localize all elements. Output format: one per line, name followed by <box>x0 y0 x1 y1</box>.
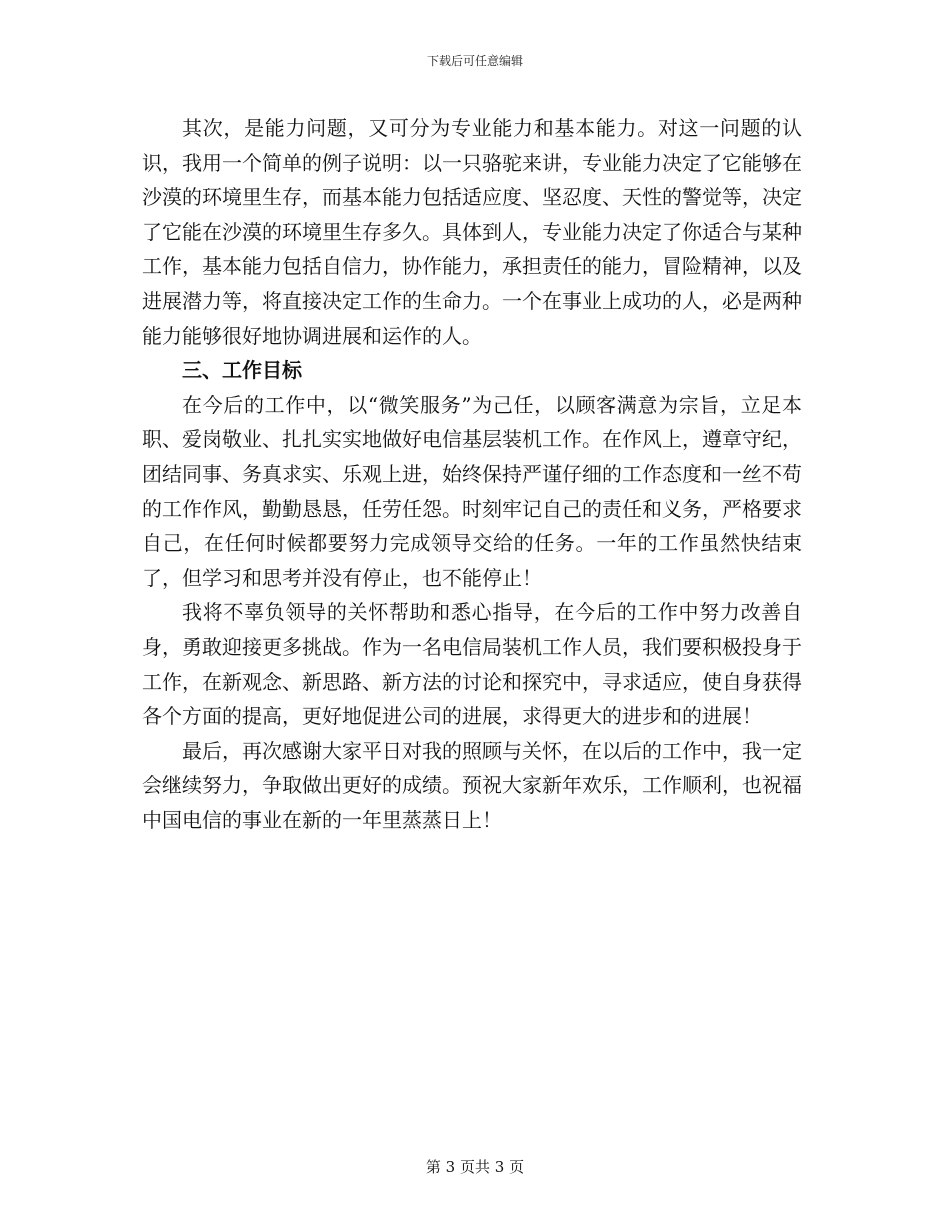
paragraph-commitment: 我将不辜负领导的关怀帮助和悉心指导，在今后的工作中努力改善自身，勇敢迎接更多挑战。作为一名电信局装机工作人员，我们要积极投身于工作，在新观念、新思路、新方法的讨论和探究中，寻求适应，使自身获得各个方面的提高，更好地促进公司的进展，求得更大的进步和的进展！ <box>142 600 802 729</box>
section-heading-work-goals: 三、工作目标 <box>182 358 302 383</box>
document-body <box>142 111 802 837</box>
paragraph-closing: 最后，再次感谢大家平日对我的照顾与关怀，在以后的工作中，我一定会继续努力，争取做出更好的成绩。预祝大家新年欢乐，工作顺利，也祝福中国电信的事业在新的一年里蒸蒸日上！ <box>142 738 802 832</box>
paragraph-ability: 其次，是能力问题，又可分为专业能力和基本能力。对这一问题的认识，我用一个简单的例子说明：以一只骆驼来讲，专业能力决定了它能够在沙漠的环境里生存，而基本能力包括适应度、坚忍度、天性的警觉等，决定了它能在沙漠的环境里生存多久。具体到人，专业能力决定了你适合与某种工作，基本能力包括自信力，协作能力，承担责任的能力，冒险精神，以及进展潜力等，将直接决定工作的生命力。一个在事业上成功的人，必是两种能力能够很好地协调进展和运作的人。 <box>142 116 802 348</box>
page-header: 下载后可任意编辑 <box>426 54 523 68</box>
paragraph-work-goals: 在今后的工作中，以“微笑服务”为己任，以顾客满意为宗旨，立足本职、爱岗敬业、扎扎实实地做好电信基层装机工作。在作风上，遵章守纪，团结同事、务真求实、乐观上进，始终保持严谨仔细的工作态度和一丝不苟的工作作风，勤勤恳恳，任劳任怨。时刻牢记自己的责任和义务，严格要求自己，在任何时候都要努力完成领导交给的任务。一年的工作虽然快结束了，但学习和思考并没有停止，也不能停止！ <box>142 392 802 590</box>
page-number: 第 3 页共 3 页 <box>425 1158 525 1176</box>
